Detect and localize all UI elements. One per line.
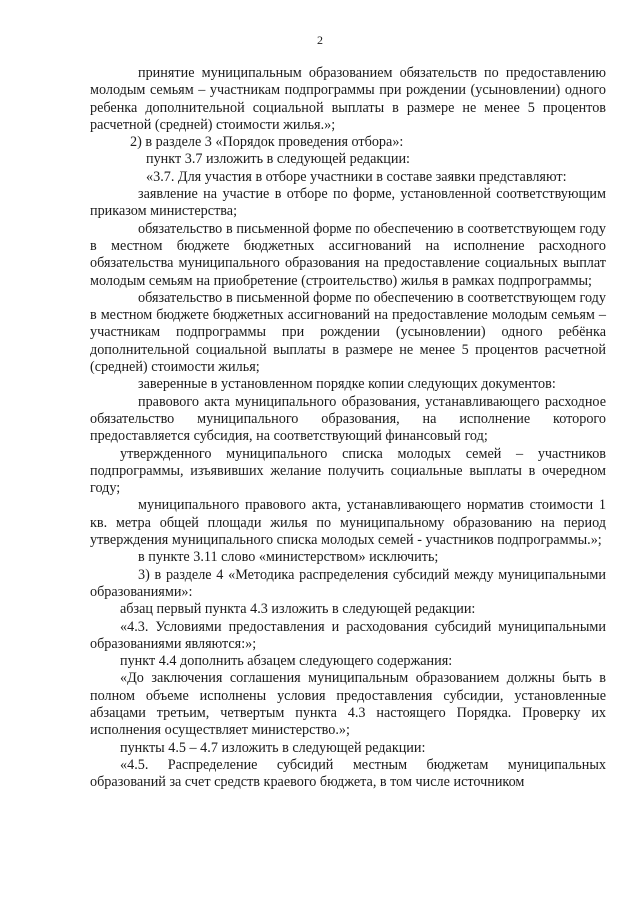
paragraph: принятие муниципальным образованием обязательств по предоставлению молодым семьям – участникам подпрограммы при рождении (усыновлении) одного ребенка дополнительной социальной выплаты в размере не менее 5 процентов расчетной (средней) стоимости жилья.»;	[90, 65, 606, 133]
paragraph: «3.7. Для участия в отборе участники в составе заявки представляют:	[146, 168, 567, 185]
paragraph: утвержденного муниципального списка молодых семей – участников подпрограммы, изъявивших желание получить социальные выплаты в очередном году;	[90, 445, 606, 497]
paragraph: заверенные в установленном порядке копии следующих документов:	[138, 376, 556, 393]
paragraph: абзац первый пункта 4.3 изложить в следующей редакции:	[120, 601, 476, 618]
paragraph: 3) в разделе 4 «Методика распределения субсидий между муниципальными образованиями»:	[90, 566, 606, 600]
paragraph: «До заключения соглашения муниципальным образованием должны быть в полном объеме исполнены условия предоставления субсидии, установленные абзацами третьим, четвертым пункта 4.3 настоящего Порядка. Проверку их исполнения осуществляет министерство.»;	[90, 670, 606, 739]
paragraph: пункт 4.4 дополнить абзацем следующего содержания:	[120, 653, 453, 670]
paragraph: пункт 3.7 изложить в следующей редакции:	[146, 151, 410, 168]
paragraph: «4.3. Условиями предоставления и расходования субсидий муниципальными образованиями являются:»;	[90, 618, 606, 652]
paragraph: заявление на участие в отборе по форме, установленной соответствующим приказом министерства;	[90, 186, 606, 220]
paragraph: пункты 4.5 – 4.7 изложить в следующей редакции:	[120, 739, 426, 756]
page-number: 2	[317, 33, 323, 47]
paragraph: 2) в разделе 3 «Порядок проведения отбора»:	[130, 134, 404, 151]
paragraph: правового акта муниципального образования, устанавливающего расходное обязательство муниципального образования, на исполнение которого предоставляется субсидия, на соответствующий финансовый год;	[90, 393, 606, 445]
paragraph: муниципального правового акта, устанавливающего норматив стоимости 1 кв. метра общей площади жилья по муниципальному образованию на период утверждения муниципального списка молодых семей - участников подпрограммы.»;	[90, 497, 606, 549]
paragraph: обязательство в письменной форме по обеспечению в соответствующем году в местном бюджете бюджетных ассигнований на исполнение расходного обязательства муниципального образования на предоставление социальных выплат молодым семьям на приобретение (строительство) жилья в рамках подпрограммы;	[90, 220, 606, 289]
paragraph: обязательство в письменной форме по обеспечению в соответствующем году в местном бюджете бюджетных ассигнований на предоставление молодым семьям – участникам подпрограммы при рождении (усыновлении) одного ребёнка дополнительной социальной выплаты в размере не менее 5 процентов расчетной (средней) стоимости жилья;	[90, 289, 606, 376]
paragraph: «4.5. Распределение субсидий местным бюджетам муниципальных образований за счет средств краевого бюджета, в том числе источником	[90, 756, 606, 791]
document-body	[90, 65, 606, 791]
paragraph: в пункте 3.11 слово «министерством» исключить;	[138, 549, 439, 566]
